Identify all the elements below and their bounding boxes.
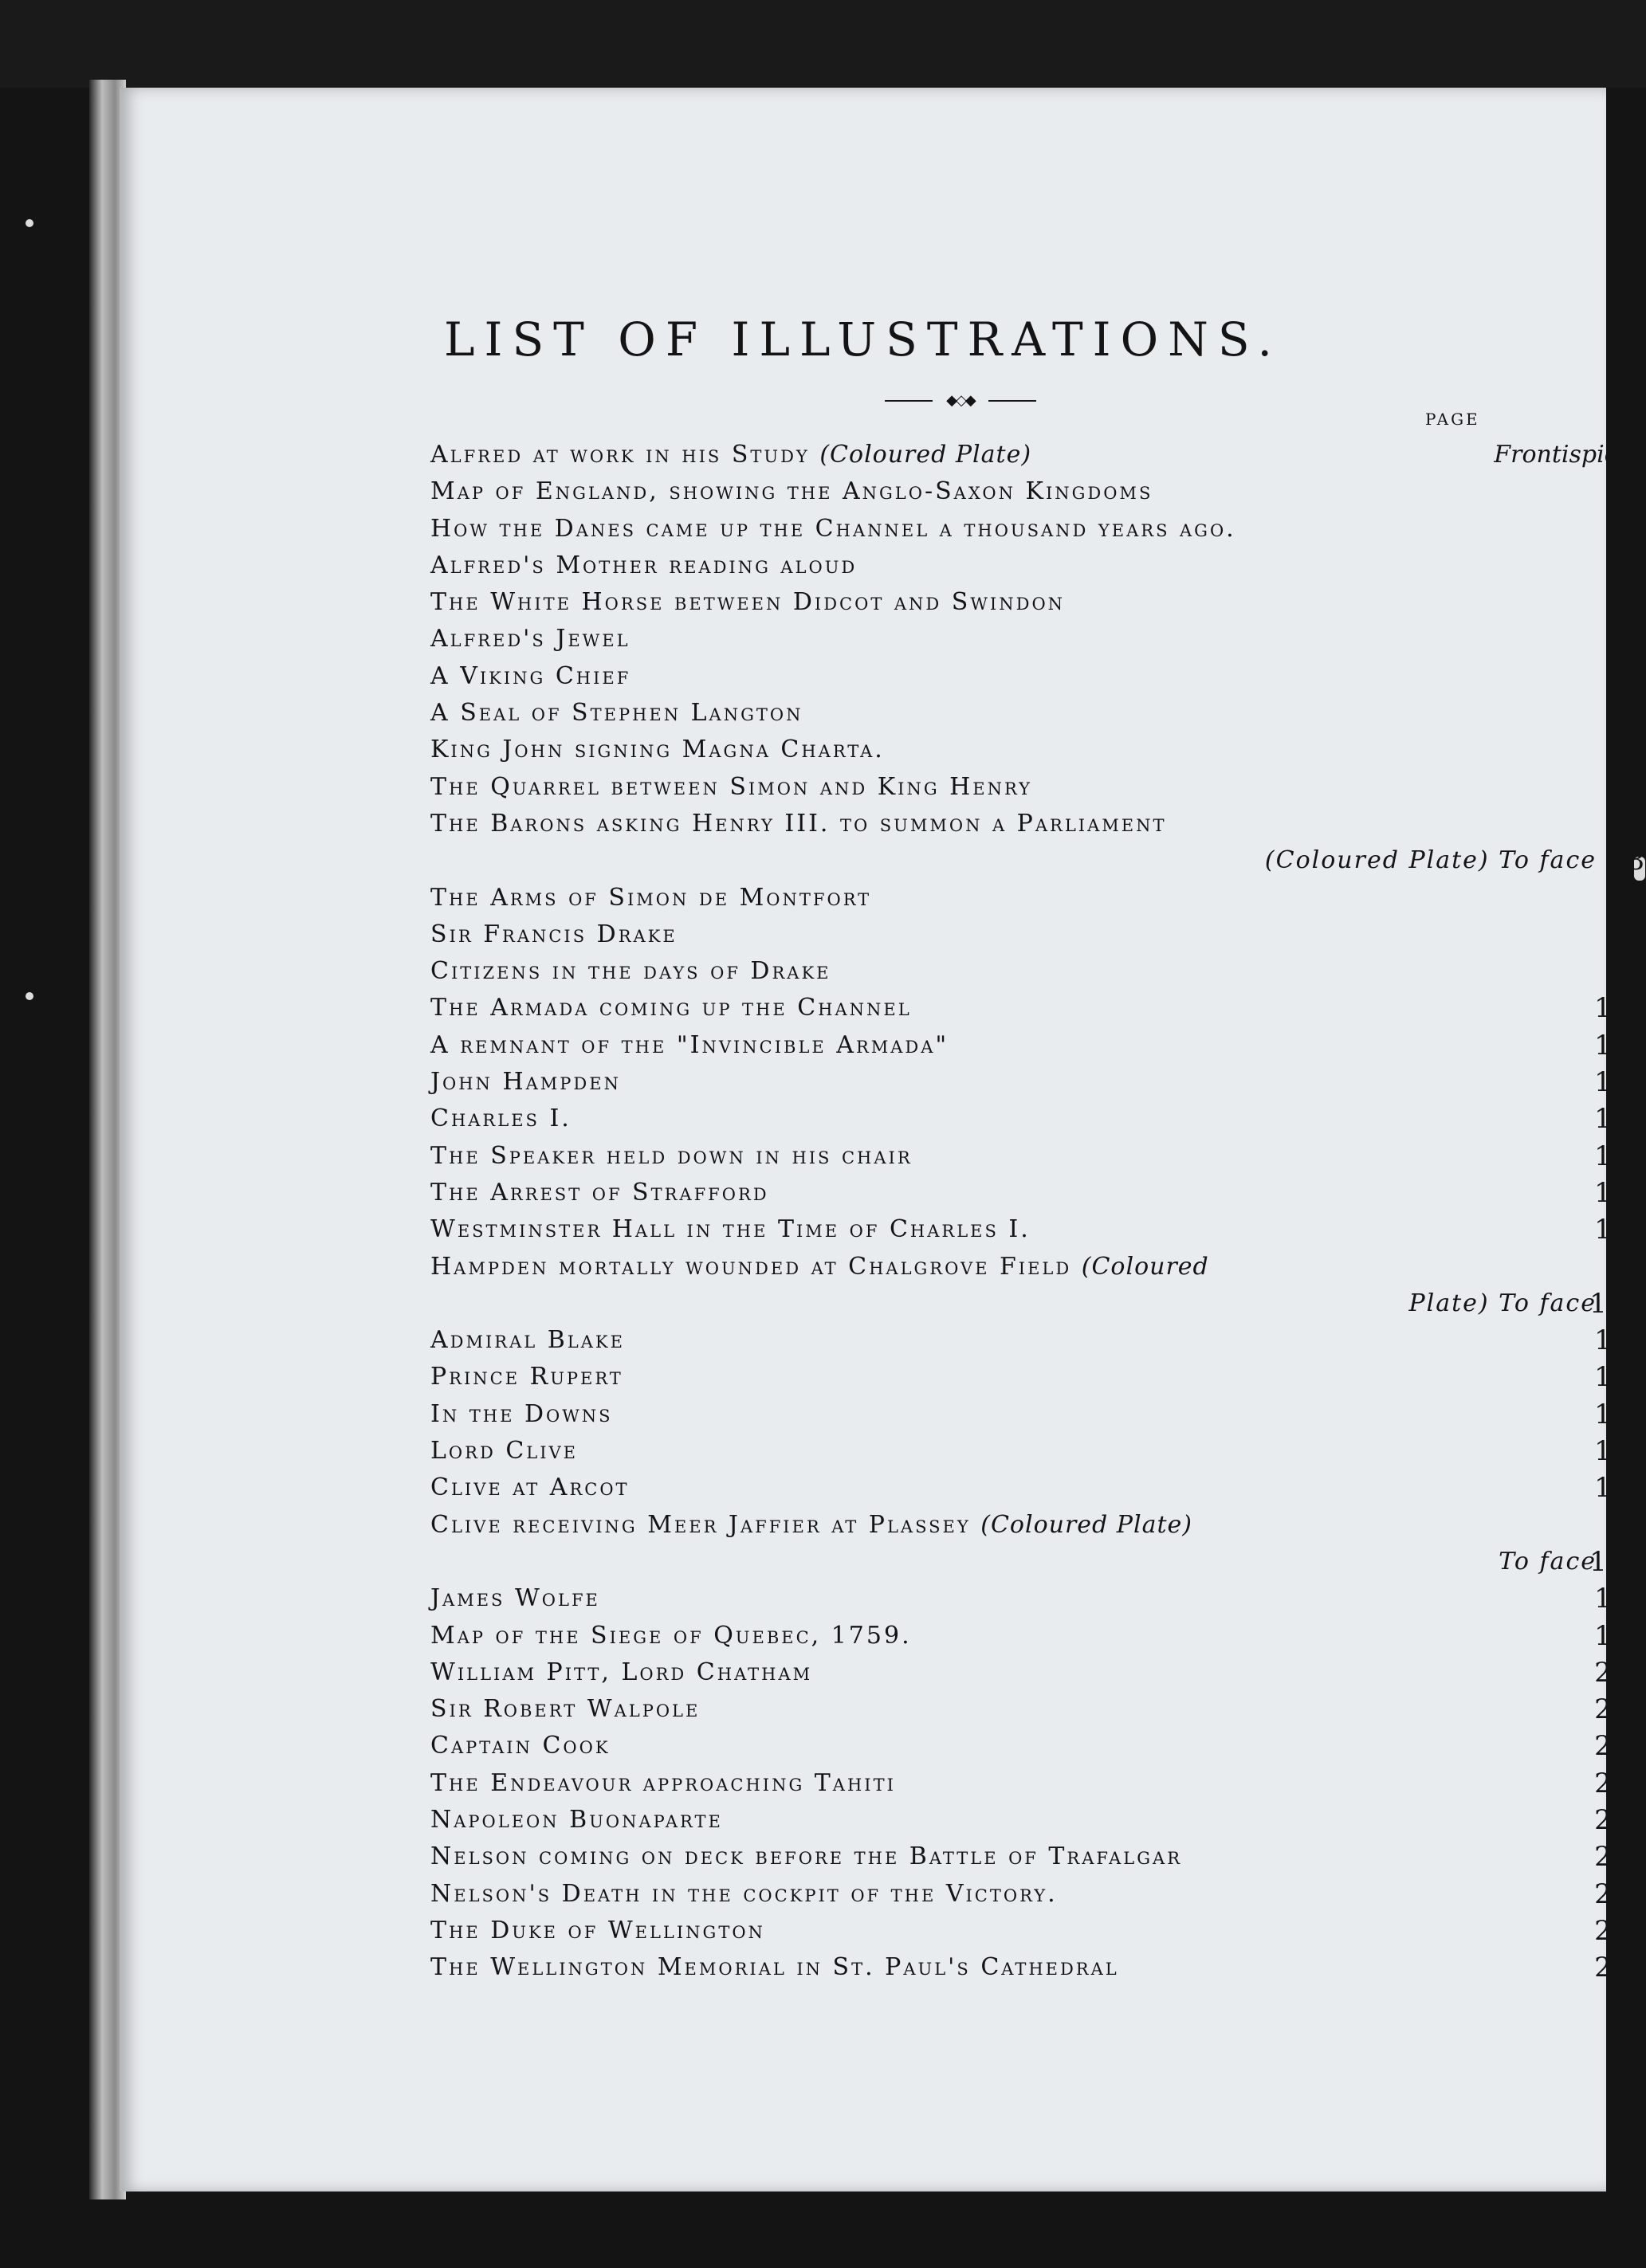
entry-title-text: Nelson coming on deck before the Battle of Trafalgar xyxy=(430,1842,1183,1871)
entry-title xyxy=(430,1654,812,1691)
entry-title-text: Map of the Siege of Quebec, 1759. xyxy=(430,1621,912,1650)
entry-page-number: 133 xyxy=(1594,1140,1646,1172)
entry-title-text: The Arms of Simon de Montfort xyxy=(430,883,872,912)
entry-page-number: 127 xyxy=(1594,1066,1646,1099)
entry-page-number: 137 xyxy=(1594,1176,1646,1209)
entry-title xyxy=(430,473,1153,510)
entry-title-text: Clive at Arcot xyxy=(430,1473,630,1502)
entry-title-text: The White Horse between Didcot and Swindon xyxy=(430,588,1066,617)
list-item-continuation xyxy=(430,842,1646,879)
title-ornament xyxy=(885,393,1036,409)
list-item xyxy=(430,1691,1646,1728)
list-item-continuation xyxy=(430,1285,1646,1322)
entry-title xyxy=(430,511,1236,547)
entry-title xyxy=(430,1507,1192,1544)
entry-page-number: 142 xyxy=(1594,1214,1646,1246)
entry-page-number: 255 xyxy=(1594,1952,1646,1984)
entry-title xyxy=(430,621,631,657)
ornament-glyph: ◆◇◆ xyxy=(946,392,975,409)
entry-title xyxy=(430,1396,613,1433)
entry-page-number: 241 xyxy=(1594,1803,1646,1836)
entry-title-text: The Quarrel between Simon and King Henry xyxy=(430,772,1033,801)
list-item xyxy=(430,1765,1646,1802)
entry-title-text: The Wellington Memorial in St. Paul's Cathedral xyxy=(430,1953,1119,1982)
entry-title-text: A Seal of Stephen Langton xyxy=(430,699,803,728)
entry-page-number: 12 xyxy=(1611,512,1646,545)
entry-page-number: 41 xyxy=(1611,697,1646,730)
illustrations-list xyxy=(430,437,1646,1986)
entry-title xyxy=(430,1211,1031,1248)
entry-title xyxy=(430,1433,578,1469)
entry-title-text: John Hampden xyxy=(430,1068,621,1097)
entry-title xyxy=(430,916,678,953)
entry-page-number: 144 xyxy=(1589,1287,1646,1320)
entry-title xyxy=(430,990,912,1026)
entry-page-number: 231 xyxy=(1594,1767,1646,1799)
entry-title xyxy=(430,1469,630,1506)
entry-title-text: The Speaker held down in his chair xyxy=(430,1141,913,1170)
entry-title-text: Sir Robert Walpole xyxy=(430,1695,701,1724)
entry-title xyxy=(430,658,631,695)
list-item xyxy=(430,1838,1646,1875)
list-item xyxy=(430,1580,1646,1617)
entry-title-text: James Wolfe xyxy=(430,1584,600,1613)
entry-title-text: Map of England, showing the Anglo-Saxon Kingdoms xyxy=(430,477,1153,506)
list-item xyxy=(430,880,1646,916)
entry-title xyxy=(430,437,1031,473)
entry-note: (Coloured Plate) xyxy=(980,1510,1192,1539)
entry-title xyxy=(430,1249,1209,1285)
entry-title xyxy=(430,1101,572,1137)
continuation-note: To face xyxy=(1499,1547,1597,1575)
list-item xyxy=(430,953,1646,990)
list-item xyxy=(430,511,1646,547)
book-page xyxy=(120,88,1646,2191)
entry-title xyxy=(430,732,885,768)
list-item xyxy=(430,1469,1646,1506)
list-item xyxy=(430,1433,1646,1469)
entry-title xyxy=(430,1913,765,1949)
entry-title xyxy=(430,1765,896,1802)
entry-title-text: Hampden mortally wounded at Chalgrove Field xyxy=(430,1252,1072,1281)
entry-title-text: How the Danes came up the Channel a thousand years ago. xyxy=(430,514,1236,543)
entry-title-text: The Arrest of Strafford xyxy=(430,1178,769,1207)
list-item xyxy=(430,1138,1646,1175)
entry-title xyxy=(430,584,1065,621)
entry-title-text: Charles I. xyxy=(430,1105,572,1133)
entry-title-text: The Endeavour approaching Tahiti xyxy=(430,1768,896,1797)
list-item xyxy=(430,1064,1646,1101)
ornament-rule xyxy=(885,400,933,402)
entry-page-number: 195 xyxy=(1594,1619,1646,1652)
entry-title-text: The Armada coming up the Channel xyxy=(430,994,912,1022)
list-item xyxy=(430,916,1646,953)
entry-page-number: 124 xyxy=(1594,1029,1646,1061)
ornament-rule xyxy=(988,400,1036,402)
scan-speck xyxy=(26,992,33,1000)
list-item xyxy=(430,1728,1646,1764)
entry-title xyxy=(430,1138,913,1175)
list-item xyxy=(430,473,1646,510)
entry-title xyxy=(430,695,803,732)
entry-title xyxy=(430,1359,623,1395)
entry-title-text: William Pitt, Lord Chatham xyxy=(430,1658,813,1686)
entry-title xyxy=(430,547,857,584)
list-item xyxy=(430,584,1646,621)
list-item xyxy=(430,1322,1646,1359)
entry-title-text: The Duke of Wellington xyxy=(430,1916,765,1944)
entry-page-number: 117 xyxy=(1594,992,1646,1025)
entry-note: (Coloured Plate) xyxy=(819,441,1032,469)
entry-page-number: 189 xyxy=(1594,1583,1646,1615)
entry-title-text: Lord Clive xyxy=(430,1437,579,1466)
entry-page-number: 85 xyxy=(1611,881,1646,914)
entry-page-number: 15 xyxy=(1611,549,1646,582)
entry-title xyxy=(430,1691,700,1728)
list-item xyxy=(430,1359,1646,1395)
entry-title xyxy=(430,1618,912,1654)
entry-title-text: Nelson's Death in the cockpit of the Victory. xyxy=(430,1879,1058,1908)
list-item xyxy=(430,1211,1646,1248)
entry-title-text: Alfred's Jewel xyxy=(430,625,631,653)
entry-page-number: 53 xyxy=(1611,734,1646,767)
entry-title-text: Alfred's Mother reading aloud xyxy=(430,551,858,579)
list-item xyxy=(430,621,1646,657)
entry-title-text: Prince Rupert xyxy=(430,1363,623,1391)
entry-page-number: 87 xyxy=(1611,918,1646,951)
continuation-note: (Coloured Plate) To face xyxy=(1264,846,1597,875)
entry-title xyxy=(430,1876,1058,1913)
entry-page-number: 29 xyxy=(1611,623,1646,656)
entry-title-text: Citizens in the days of Drake xyxy=(430,957,831,986)
list-item xyxy=(430,1175,1646,1211)
entry-note: (Coloured xyxy=(1081,1252,1209,1281)
entry-title xyxy=(430,1322,625,1359)
entry-page-number: 210 xyxy=(1594,1656,1646,1689)
entry-title xyxy=(430,953,831,990)
entry-page-number: 249 xyxy=(1594,1878,1646,1910)
entry-page-number: 252 xyxy=(1594,1914,1646,1947)
list-item xyxy=(430,1876,1646,1913)
entry-title-text: Sir Francis Drake xyxy=(430,920,678,948)
list-item xyxy=(430,1396,1646,1433)
list-item xyxy=(430,806,1646,842)
list-item xyxy=(430,547,1646,584)
list-item xyxy=(430,1618,1646,1654)
list-item xyxy=(430,1507,1646,1544)
entry-title xyxy=(430,1802,723,1838)
entry-page-number: 147 xyxy=(1594,1324,1646,1357)
entry-title-text: Napoleon Buonaparte xyxy=(430,1805,723,1834)
entry-title-text: A remnant of the "Invincible Armada" xyxy=(430,1030,949,1059)
entry-page-number: 150 xyxy=(1594,1361,1646,1394)
list-item-continuation xyxy=(430,1544,1646,1580)
scan-background xyxy=(0,0,1646,88)
entry-page-number: 65 xyxy=(1611,771,1646,803)
entry-title-text: The Barons asking Henry III. to summon a Parliament xyxy=(430,809,1167,838)
entry-title-text: A Viking Chief xyxy=(430,661,631,690)
entry-title-text: King John signing Magna Charta. xyxy=(430,736,885,764)
entry-page-number: 186 xyxy=(1589,1545,1646,1578)
entry-page-number: 154 xyxy=(1594,1398,1646,1430)
list-item xyxy=(430,769,1646,806)
entry-title xyxy=(430,1580,600,1617)
list-item xyxy=(430,1027,1646,1064)
entry-title xyxy=(430,1027,949,1064)
continuation-note: Plate) To face xyxy=(1408,1289,1597,1317)
entry-title xyxy=(430,1064,621,1101)
list-item xyxy=(430,1913,1646,1949)
page-title: LIST OF ILLUSTRATIONS. xyxy=(444,312,1282,367)
page-column-label: PAGE xyxy=(1425,410,1480,429)
entry-page-number: 129 xyxy=(1594,1103,1646,1136)
entry-title-text: Clive receiving Meer Jaffier at Plassey xyxy=(430,1510,971,1539)
entry-title-text: In the Downs xyxy=(430,1399,613,1428)
entry-page-number: 169 xyxy=(1594,1472,1646,1505)
list-item xyxy=(430,1249,1646,1285)
entry-title xyxy=(430,1838,1182,1875)
entry-page-number: 164 xyxy=(1594,1435,1646,1468)
entry-title xyxy=(430,1728,611,1764)
entry-title-text: Alfred at work in his Study xyxy=(430,441,810,469)
entry-page-number: 227 xyxy=(1594,1730,1646,1763)
entry-page-number: 10 xyxy=(1611,476,1646,508)
entry-page-number: 78 xyxy=(1608,845,1646,877)
entry-page-number: Frontispiece xyxy=(1494,441,1646,469)
list-item xyxy=(430,1802,1646,1838)
list-item xyxy=(430,695,1646,732)
entry-title xyxy=(430,769,1032,806)
entry-page-number: 217 xyxy=(1594,1693,1646,1726)
entry-title-text: Westminster Hall in the Time of Charles I. xyxy=(430,1215,1031,1244)
list-item xyxy=(430,1949,1646,1986)
list-item xyxy=(430,1654,1646,1691)
entry-title xyxy=(430,1175,769,1211)
entry-title xyxy=(430,806,1166,842)
entry-title-text: Admiral Blake xyxy=(430,1326,625,1355)
entry-page-number: 247 xyxy=(1594,1841,1646,1874)
entry-page-number: 28 xyxy=(1611,587,1646,619)
list-item xyxy=(430,658,1646,695)
entry-title xyxy=(430,1949,1119,1986)
list-item xyxy=(430,437,1646,473)
scan-speck xyxy=(26,219,33,227)
entry-title xyxy=(430,880,871,916)
entry-page-number: 92 xyxy=(1611,955,1646,988)
list-item xyxy=(430,990,1646,1026)
entry-page-number: 39 xyxy=(1611,660,1646,693)
list-item xyxy=(430,1101,1646,1137)
entry-title-text: Captain Cook xyxy=(430,1732,611,1760)
list-item xyxy=(430,732,1646,768)
